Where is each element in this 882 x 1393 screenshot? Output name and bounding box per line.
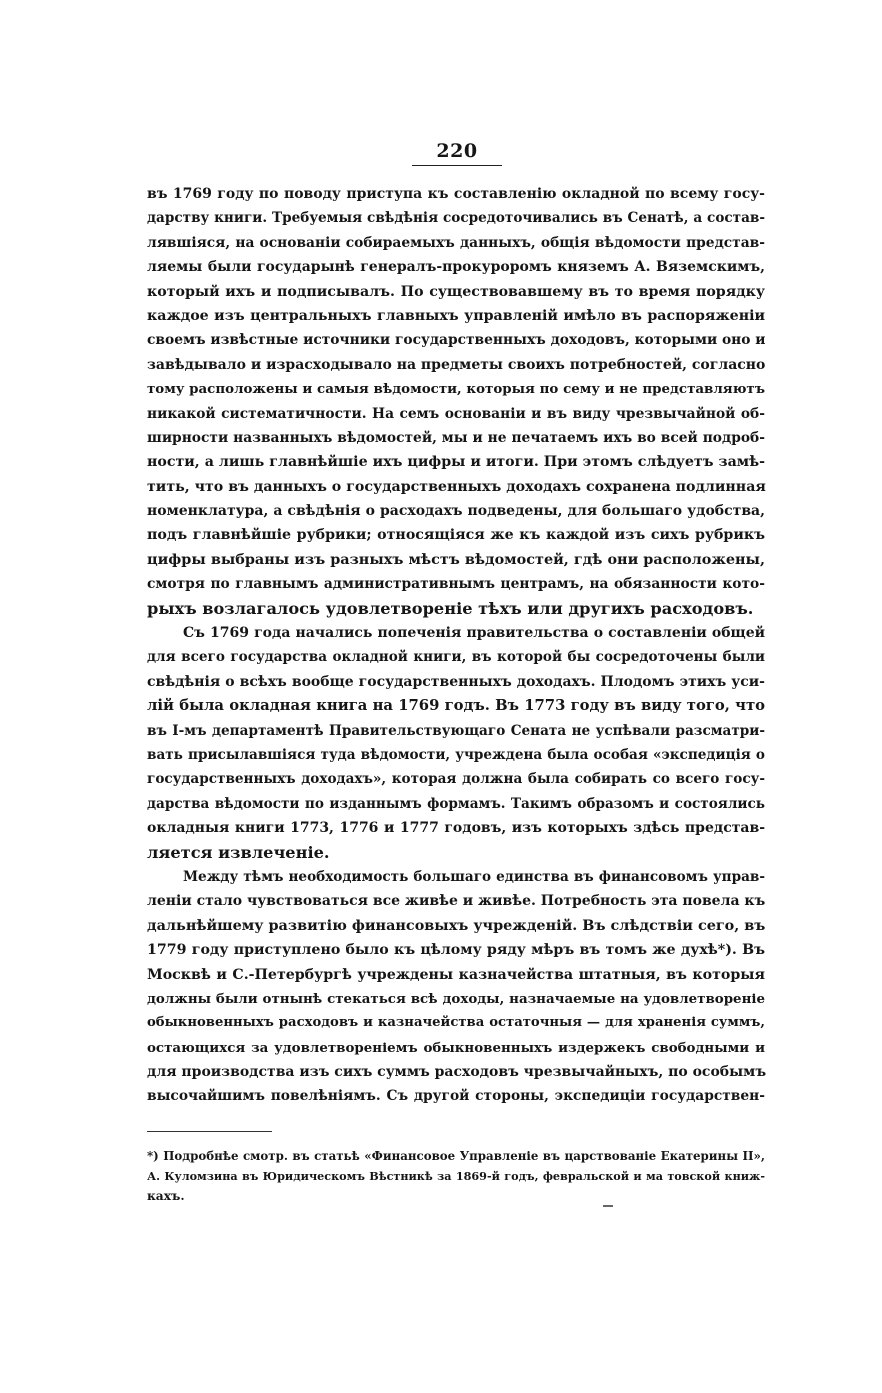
- body-text: [147, 182, 765, 1109]
- text-line: вать присылавшіяся туда вѣдомости, учреждена была особая «экспедиція о: [147, 746, 765, 763]
- footnote-line: А. Куломзина въ Юридическомъ Вѣстникѣ за 1869-й годъ, февральской и ма товской книж-: [147, 1169, 765, 1183]
- text-line: который ихъ и подписывалъ. По существовавшему въ то время порядку: [147, 283, 765, 300]
- text-line: свѣдѣнія о всѣхъ вообще государственныхъ доходахъ. Плодомъ этихъ уси-: [147, 673, 765, 690]
- text-line: номенклатура, а свѣдѣнія о расходахъ подведены, для большаго удобства,: [147, 503, 765, 520]
- paragraph-3: [147, 865, 765, 1109]
- footnote-line: кахъ.: [147, 1189, 185, 1203]
- text-line: завѣдывало и израсходывало на предметы своихъ потребностей, согласно: [147, 356, 766, 373]
- text-line: своемъ извѣстные источники государственныхъ доходовъ, которыми оно и: [147, 332, 766, 349]
- text-line: лій была окладная книга на 1769 годъ. Въ 1773 году въ виду того, что: [147, 697, 765, 715]
- text-line: обыкновенныхъ расходовъ и казначейства остаточныя — для храненія суммъ,: [147, 1015, 765, 1031]
- text-line: леніи стало чувствоваться все живѣе и живѣе. Потребность эта повела къ: [147, 893, 766, 910]
- text-line: государственныхъ доходахъ», которая должна была собирать со всего госу-: [147, 771, 765, 788]
- text-line: Между тѣмъ необходимость большаго единства въ финансовомъ управ-: [183, 868, 765, 885]
- text-line: для производства изъ сихъ суммъ расходовъ чрезвычайныхъ, по особымъ: [147, 1064, 767, 1081]
- footnote-rule: [147, 1131, 272, 1132]
- footnote-line: *) Подробнѣе смотр. въ статьѣ «Финансовое Управленіе въ царствованіе Екатерины II»,: [147, 1149, 765, 1163]
- text-line: лявшіяся, на основаніи собираемыхъ данныхъ, общія вѣдомости представ-: [147, 234, 765, 251]
- print-mark: [603, 1205, 613, 1207]
- paragraph-1: [147, 182, 765, 621]
- text-line: Съ 1769 года начались попеченія правительства о составленіи общей: [183, 625, 765, 642]
- text-line: никакой систематичности. На семъ основаніи и въ виду чрезвычайной об-: [147, 405, 765, 422]
- footnote: [147, 1146, 765, 1206]
- text-line: тить, что въ данныхъ о государственныхъ доходахъ сохранена подлинная: [147, 478, 766, 495]
- text-line: 1779 году приступлено было къ цѣлому ряду мѣръ въ томъ же духѣ*). Въ: [147, 942, 765, 959]
- text-line: смотря по главнымъ административнымъ центрамъ, на обязанности кото-: [147, 576, 765, 593]
- text-line: тому расположены и самыя вѣдомости, которыя по сему и не представляютъ: [147, 381, 765, 398]
- text-line: высочайшимъ повелѣніямъ. Съ другой стороны, экспедиціи государствен-: [147, 1088, 765, 1105]
- text-line: цифры выбраны изъ разныхъ мѣстъ вѣдомостей, гдѣ они расположены,: [147, 550, 765, 568]
- text-line: окладныя книги 1773, 1776 и 1777 годовъ, изъ которыхъ здѣсь представ-: [147, 820, 765, 837]
- text-line: ности, а лишь главнѣйшіе ихъ цифры и итоги. При этомъ слѣдуетъ замѣ-: [147, 454, 765, 471]
- text-line: остающихся за удовлетвореніемъ обыкновенныхъ издержекъ свободными и: [147, 1039, 765, 1056]
- text-line: для всего государства окладной книги, въ которой бы сосредоточены были: [147, 649, 765, 666]
- text-line: подъ главнѣйшіе рубрики; относящіяся же къ каждой изъ сихъ рубрикъ: [147, 527, 765, 544]
- text-line: должны были отнынѣ стекаться всѣ доходы, назначаемые на удовлетвореніе: [147, 990, 765, 1007]
- text-line: дарству книги. Требуемыя свѣдѣнія сосредоточивались въ Сенатѣ, а состав-: [147, 210, 765, 227]
- text-line: ляется извлеченіе.: [147, 842, 330, 862]
- text-line: дарства вѣдомости по изданнымъ формамъ. Такимъ образомъ и состоялись: [147, 795, 765, 812]
- text-line: ширности названныхъ вѣдомостей, мы и не печатаемъ ихъ во всей подроб-: [147, 429, 765, 446]
- text-line: Москвѣ и С.-Петербургѣ учреждены казначейства штатныя, въ которыя: [147, 966, 765, 983]
- text-line: рыхъ возлагалось удовлетвореніе тѣхъ или другихъ расходовъ.: [147, 598, 754, 618]
- paragraph-2: [147, 621, 765, 865]
- text-line: ляемы были государынѣ генералъ-прокуроромъ княземъ А. Вяземскимъ,: [147, 259, 765, 276]
- text-line: въ 1769 году по поводу приступа къ составленію окладной по всему госу-: [147, 186, 765, 202]
- text-line: въ I-мъ департаментѣ Правительствующаго Сената не успѣвали разсматри-: [147, 722, 765, 739]
- text-line: дальнѣйшему развитію финансовыхъ учрежденій. Въ слѣдствіи сего, въ: [147, 916, 766, 934]
- page-number: 220: [436, 140, 478, 162]
- text-line: каждое изъ центральныхъ главныхъ управленій имѣло въ распоряженіи: [147, 307, 765, 324]
- page-number-underline: [412, 165, 502, 166]
